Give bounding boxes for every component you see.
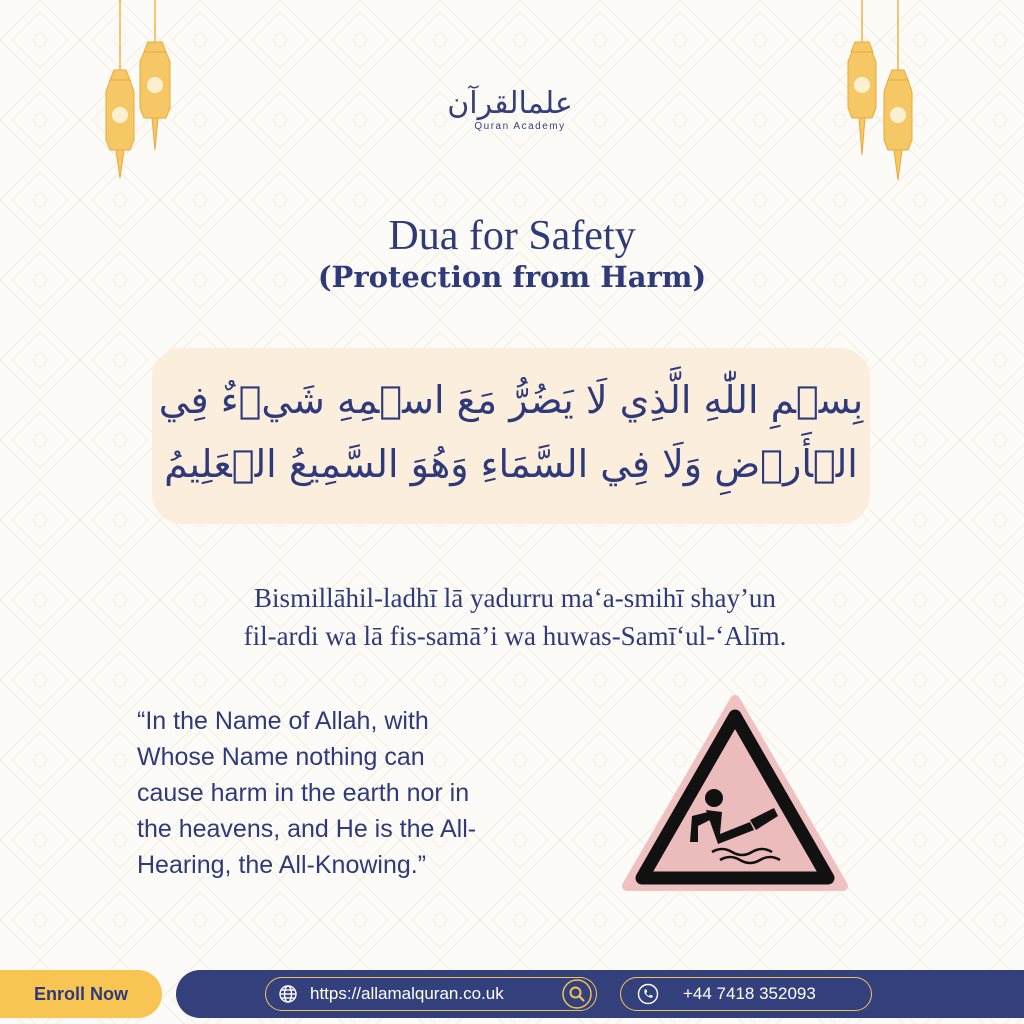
logo-subtitle: Quran Academy (474, 121, 566, 132)
arabic-dua-box (152, 348, 870, 524)
phone-icon (637, 983, 659, 1005)
logo-arabic-text: علمالقرآن (447, 86, 573, 121)
lantern-left-icon (100, 0, 180, 190)
enroll-now-button[interactable] (0, 970, 162, 1018)
translation-line-5: Hearing, the All-Knowing.” (137, 851, 427, 879)
translation-line-3: cause harm in the earth nor in (137, 779, 470, 807)
translation-text (137, 703, 577, 883)
transliteration-line-1: Bismillāhil-ladhī lā yadurru ma‘a-smihī shay’un (254, 583, 776, 613)
website-url: https://allamalquran.co.uk (310, 984, 504, 1003)
translation-line-1: “In the Name of Allah, with (137, 707, 429, 735)
page-subtitle: (Protection from Harm) (317, 260, 707, 294)
slippery-floor-warning-icon (622, 694, 848, 894)
arabic-line-2: الۡأَرۡضِ وَلَا فِي السَّمَاءِ وَهُوَ السَّمِيعُ الۡعَلِيمُ (164, 442, 858, 486)
phone-link[interactable] (620, 977, 872, 1011)
academy-logo (430, 82, 590, 142)
translation-line-2: Whose Name nothing can (137, 743, 425, 771)
phone-number: +44 7418 352093 (683, 984, 816, 1003)
arabic-line-1: بِسۡمِ اللّٰهِ الَّذِي لَا يَضُرُّ مَعَ اسۡمِهِ شَيۡءٌ فِي (158, 378, 864, 422)
search-icon[interactable] (562, 979, 592, 1009)
page-title: Dua for Safety (388, 213, 636, 259)
globe-icon (278, 984, 298, 1004)
lantern-right-icon (844, 0, 924, 190)
enroll-now-label: Enroll Now (34, 984, 128, 1004)
translation-line-4: the heavens, and He is the All- (137, 815, 477, 843)
website-link[interactable] (265, 977, 597, 1011)
transliteration-line-2: fil-ardi wa lā fis-samā’i wa huwas-Samī‘ul-‘Alīm. (243, 621, 787, 651)
